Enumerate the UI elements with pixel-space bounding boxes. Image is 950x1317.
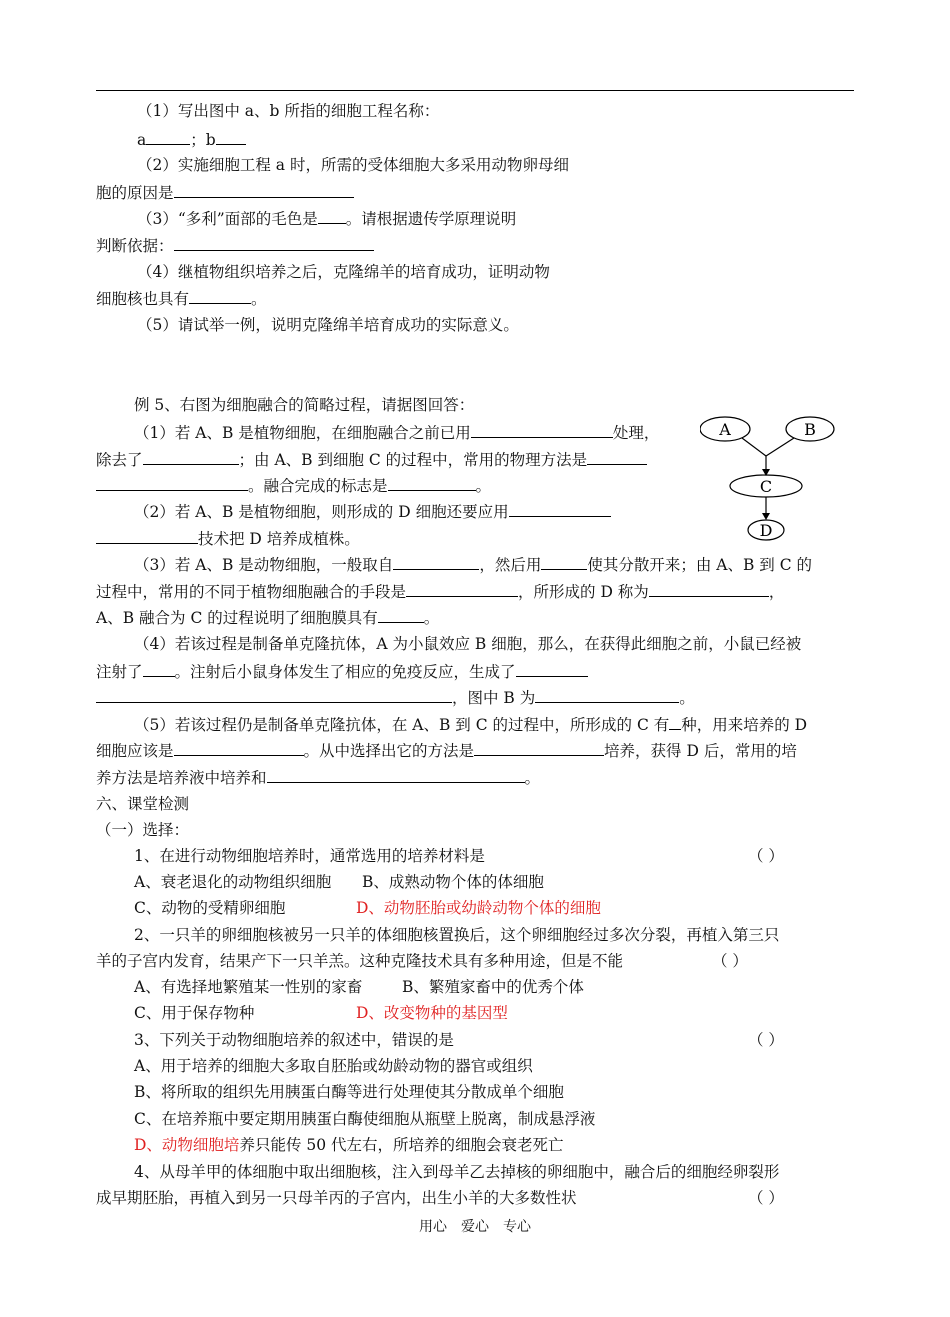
text-line: 例 5、右图为细胞融合的简略过程，请据图回答：	[134, 396, 475, 414]
text-line: （1）写出图中 a、b 所指的细胞工程名称：	[137, 102, 440, 120]
answer-blank[interactable]	[669, 713, 681, 730]
answer-blank[interactable]	[509, 500, 611, 517]
label-c: C	[759, 477, 773, 496]
page-footer: 用心 爱心 专心	[419, 1219, 531, 1235]
answer-bracket[interactable]: （ ）	[748, 1189, 784, 1207]
question-4: 4、从母羊甲的体细胞中取出细胞核，注入到母羊乙去掉核的卵细胞中，融合后的细胞经卵裂形	[134, 1163, 780, 1181]
text-line: 过程中，常用的不同于植物细胞融合的手段是 ，所形成的 D 称为 ，	[96, 580, 784, 603]
answer-blank[interactable]	[649, 580, 769, 597]
answer-blank[interactable]	[216, 128, 246, 145]
answer-blank[interactable]	[388, 474, 476, 491]
answer-bracket[interactable]: （ ）	[712, 952, 748, 970]
answer-blank[interactable]	[541, 553, 587, 570]
text-line: 成早期胚胎，再植入到另一只母羊丙的子宫内，出生小羊的大多数性状	[96, 1189, 577, 1207]
option-line: C、动物的受精卵细胞	[134, 899, 286, 917]
answer-blank[interactable]	[535, 686, 679, 703]
answer-blank[interactable]	[174, 234, 374, 251]
option-line: C、用于保存物种	[134, 1004, 255, 1022]
text-line: A、B 融合为 C 的过程说明了细胞膜具有 。	[96, 606, 439, 629]
arrow-line	[766, 438, 794, 456]
text-line: （3）若 A、B 是动物细胞，一般取自 ，然后用 使其分散开来；由 A、B 到 C 的	[134, 553, 812, 576]
text-line: a ；b	[137, 128, 246, 151]
answer-blank[interactable]	[96, 474, 248, 491]
text-line: 技术把 D 培养成植株。	[96, 527, 360, 550]
subsection-heading: （一）选择：	[96, 821, 190, 839]
answer-blank[interactable]	[267, 766, 525, 783]
text-line: 羊的子宫内发育，结果产下一只羊羔。这种克隆技术具有多种用途，但是不能	[96, 952, 624, 970]
question-2: 2、一只羊的卵细胞核被另一只羊的体细胞核置换后，这个卵细胞经过多次分裂，再植入第三只	[134, 926, 780, 944]
answer-blank[interactable]	[516, 660, 588, 677]
question-3: 3、下列关于动物细胞培养的叙述中，错误的是	[134, 1031, 454, 1049]
text-line: 细胞应该是 。从中选择出它的方法是 培养，获得 D 后，常用的培	[96, 739, 797, 762]
option-line: D、动物细胞培养只能传 50 代左右，所培养的细胞会衰老死亡	[134, 1136, 564, 1154]
text-line: （5）若该过程仍是制备单克隆抗体，在 A、B 到 C 的过程中，所形成的 C 有 种，用来培养的 D	[134, 713, 807, 736]
answer-blank[interactable]	[406, 580, 518, 597]
option-line: A、用于培养的细胞大多取自胚胎或幼龄动物的器官或组织	[134, 1057, 533, 1075]
answer-blank[interactable]	[174, 181, 354, 198]
answer-blank[interactable]	[143, 660, 175, 677]
answer-bracket[interactable]: （ ）	[748, 847, 784, 865]
label-a: A	[719, 420, 731, 439]
option-line: B、繁殖家畜中的优秀个体	[402, 978, 584, 996]
text-line: （4）继植物组织培养之后，克隆绵羊的培育成功，证明动物	[137, 263, 550, 281]
answer-blank[interactable]	[143, 448, 239, 465]
question-1: 1、在进行动物细胞培养时，通常选用的培养材料是	[134, 847, 485, 865]
arrowhead	[762, 513, 770, 520]
label-b: B	[804, 420, 816, 439]
option-line: B、将所取的组织先用胰蛋白酶等进行处理使其分散成单个细胞	[134, 1083, 564, 1101]
answer-blank[interactable]	[318, 207, 346, 224]
answer-blank[interactable]	[393, 553, 479, 570]
text-line: （3）“多利”面部的毛色是 。请根据遗传学原理说明	[137, 207, 516, 230]
answer-blank[interactable]	[378, 606, 424, 623]
option-line: A、有选择地繁殖某一性别的家畜	[134, 978, 363, 996]
text-line: （1）若 A、B 是植物细胞，在细胞融合之前已用 处理，	[134, 421, 659, 444]
option-line: C、在培养瓶中要定期用胰蛋白酶使细胞从瓶壁上脱离，制成悬浮液	[134, 1110, 596, 1128]
answer-blank[interactable]	[474, 739, 604, 756]
answer-blank[interactable]	[96, 686, 452, 703]
arrow-line	[742, 438, 766, 456]
text-line: 细胞核也具有 。	[96, 287, 267, 310]
text-line: （2）若 A、B 是植物细胞，则形成的 D 细胞还要应用	[134, 500, 611, 523]
text-line: 除去了 ；由 A、B 到细胞 C 的过程中，常用的物理方法是	[96, 448, 647, 471]
label-d: D	[759, 521, 773, 540]
answer-bracket[interactable]: （ ）	[748, 1031, 784, 1049]
text-line: 胞的原因是	[96, 181, 354, 204]
correct-option: D、改变物种的基因型	[356, 1004, 508, 1022]
header-rule	[96, 90, 854, 91]
correct-option: D、动物细胞培	[134, 1136, 240, 1154]
option-line: A、衰老退化的动物组织细胞	[134, 873, 332, 891]
text-line: 判断依据：	[96, 234, 374, 257]
text-line: 。融合完成的标志是 。	[96, 474, 491, 497]
text-line: （4）若该过程是制备单克隆抗体，A 为小鼠效应 B 细胞，那么，在获得此细胞之前，小鼠已经被	[134, 635, 802, 653]
text-line: （2）实施细胞工程 a 时，所需的受体细胞大多采用动物卵母细	[137, 156, 569, 174]
correct-option: D、动物胚胎或幼龄动物个体的细胞	[356, 899, 601, 917]
text-line: （5）请试举一例，说明克隆绵羊培育成功的实际意义。	[137, 316, 519, 334]
cell-fusion-diagram	[700, 412, 840, 544]
text-line: 养方法是培养液中培养和 。	[96, 766, 540, 789]
answer-blank[interactable]	[189, 287, 251, 304]
option-line: B、成熟动物个体的体细胞	[362, 873, 544, 891]
answer-blank[interactable]	[174, 739, 304, 756]
section-heading: 六、课堂检测	[96, 795, 190, 813]
answer-blank[interactable]	[587, 448, 647, 465]
text-line: 注射了 。注射后小鼠身体发生了相应的免疫反应，生成了	[96, 660, 588, 683]
answer-blank[interactable]	[471, 421, 613, 438]
answer-blank[interactable]	[146, 128, 190, 145]
answer-blank[interactable]	[96, 527, 198, 544]
text-line: ，图中 B 为 。	[96, 686, 695, 709]
